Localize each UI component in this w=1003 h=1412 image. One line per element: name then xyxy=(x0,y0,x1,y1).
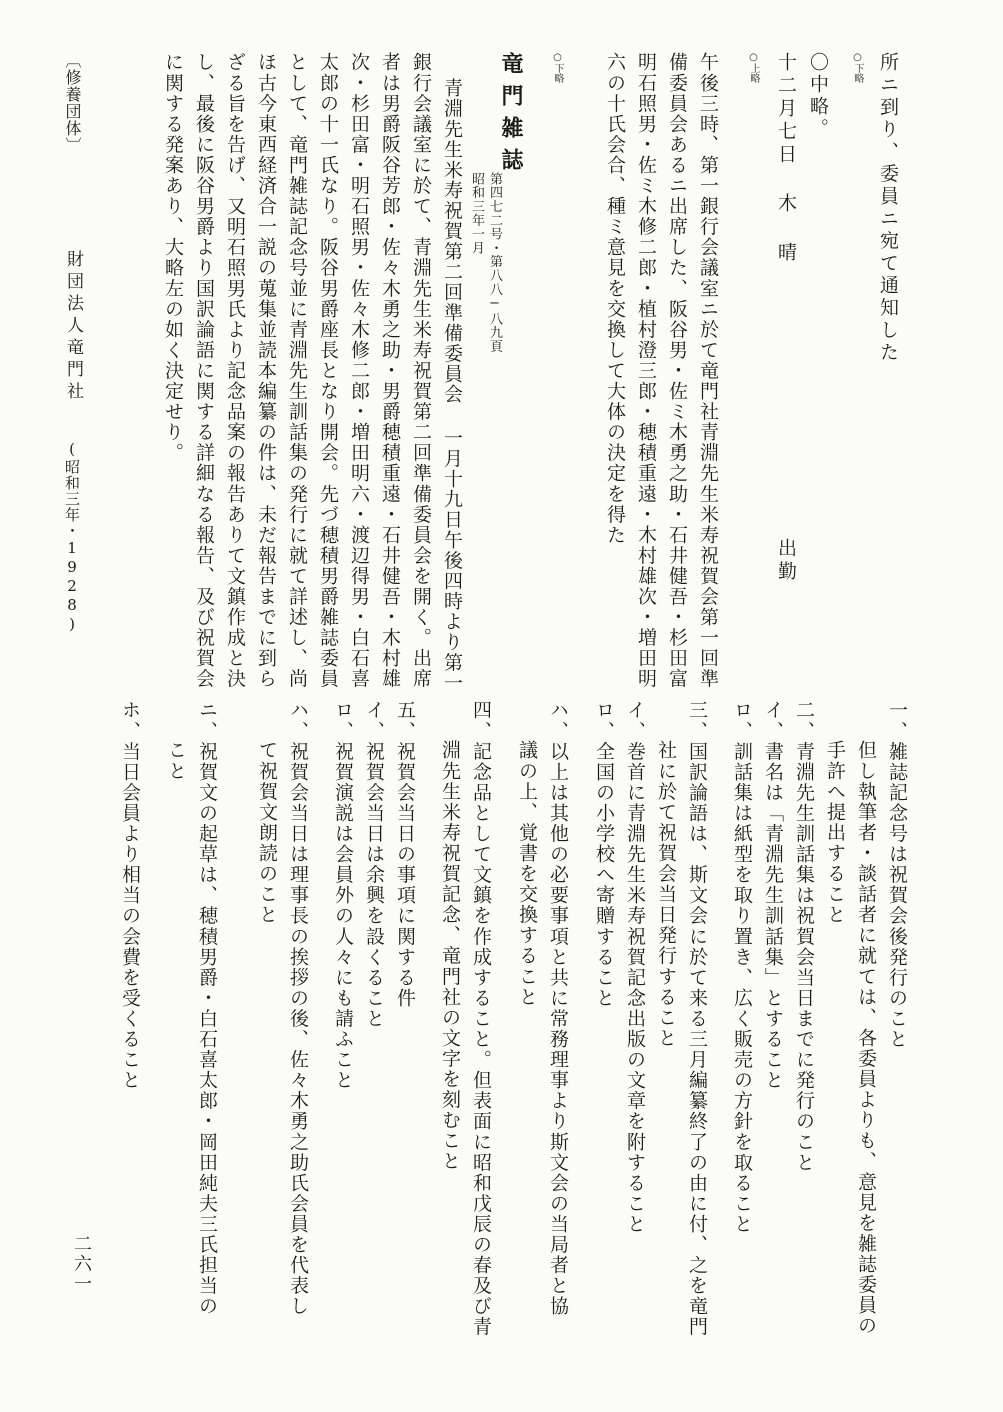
text-column: 青淵先生米寿祝賀第二回準備委員会 一月十九日午後四時より第一 xyxy=(441,78,463,693)
text-column: に関する発案あり、大略左の如く決定せり。 xyxy=(162,52,184,463)
list-item: 手許へ提出すること xyxy=(824,740,846,925)
text-column: 太郎の十一氏なり。阪谷男爵座長となり開会。先づ穂積男爵雑誌委員 xyxy=(317,52,339,690)
footer-organization: 財団法人竜門社 xyxy=(63,250,83,404)
text-column: 午後三時、第一銀行会議室ニ於て竜門社青淵先生米寿祝賀会第一回準 xyxy=(697,52,719,690)
text-column: 者は男爵阪谷芳郎・佐々木勇之助・男爵穂積重遠・石井健吾・木村雄 xyxy=(379,52,401,690)
list-item: こと xyxy=(165,740,187,782)
section-heading: 竜門雑誌 xyxy=(498,52,524,180)
text-column: し、最後に阪谷男爵より国訳論語に関する詳細なる報告、及び祝賀会 xyxy=(193,52,215,690)
omission-note: ○下略 xyxy=(852,52,863,83)
list-item: イ、書名は「青淵先生訓話集」とすること xyxy=(762,700,784,1091)
issue-reference: 第四七二号・第八八−八九頁 xyxy=(487,172,502,354)
text-column: 〇中略。 xyxy=(807,52,829,140)
list-item: 但し執筆者・談話者に就ては、各委員よりも、意見を雑誌委員の xyxy=(855,740,877,1336)
list-item: 三、国訳論語は、斯文会に於て来る三月編纂終了の由に付、之を竜門 xyxy=(686,700,708,1338)
date-line-duty: 出勤 xyxy=(775,538,797,584)
list-item: 五、祝賀会当日の事項に関する件 xyxy=(394,700,416,1009)
list-item: 淵先生米寿祝賀記念、竜門社の文字を刻むこと xyxy=(439,740,461,1172)
text-column: 銀行会議室に於て、青淵先生米寿祝賀第二回準備委員会を開く。出席 xyxy=(410,52,432,690)
list-item: ロ、祝賀演説は会員外の人々にも請ふこと xyxy=(332,700,354,1091)
omission-note: ○下略 xyxy=(552,52,563,83)
text-column: として、竜門雑誌記念号並に青淵先生訓話集の発行に就て詳述し、尚 xyxy=(286,52,308,690)
list-item: 社に於て祝賀会当日発行すること xyxy=(655,740,677,1049)
list-item: イ、巻首に青淵先生米寿祝賀記念出版の文章を附すること xyxy=(624,700,646,1235)
omission-note: ○上略 xyxy=(748,52,759,83)
text-column: 次・杉田富・明石照男・佐々木修二郎・増田明六・渡辺得男・白石喜 xyxy=(348,52,370,690)
list-item: 二、青淵先生訓話集は祝賀会当日までに発行のこと xyxy=(793,700,815,1173)
list-item: 議の上、覚書を交換すること xyxy=(516,740,538,1008)
list-item: ロ、全国の小学校へ寄贈すること xyxy=(593,700,615,1009)
list-item: ハ、以上は其他の必要事項と共に常務理事より斯文会の当局者と協 xyxy=(547,700,569,1317)
date-line: 十二月七日 木 晴 xyxy=(775,52,797,265)
list-item: ニ、祝賀文の起草は、穂積男爵・白石喜太郎・岡田純夫三氏担当の xyxy=(196,700,218,1317)
text-column: 所ニ到り、委員ニ宛て通知した xyxy=(877,52,899,365)
text-column: 備委員会あるニ出席した、阪谷男・佐ミ木勇之助・石井健吾・杉田富 xyxy=(666,52,688,690)
list-item: 一、雑誌記念号は祝賀会後発行のこと xyxy=(886,700,908,1050)
list-item: ハ、祝賀会当日は理事長の挨拶の後、佐々木勇之助氏会員を代表し xyxy=(287,700,309,1317)
issue-date: 昭和三年一月 xyxy=(469,172,484,255)
footer-year: (昭和三年・1928) xyxy=(63,440,81,634)
list-item: ホ、当日会員より相当の会費を受くること xyxy=(119,700,141,1091)
text-column: 六の十氏会合、種ミ意見を交換して大体の決定を得た xyxy=(604,52,626,546)
list-item: ロ、訓話集は紙型を取り置き、広く販売の方針を取ること xyxy=(731,700,753,1235)
text-column: 明石照男・佐ミ木修二郎・植村澄三郎・穂積重遠・木村雄次・増田明 xyxy=(635,52,657,690)
list-item: て祝賀文朗読のこと xyxy=(256,740,278,925)
list-item: 四、記念品として文鎮を作成すること。但表面に昭和戊辰の春及び青 xyxy=(470,700,492,1338)
text-column: ざる旨を告げ、又明石照男氏より記念品案の報告ありて文鎮作成と決 xyxy=(224,52,246,690)
list-item: イ、祝賀会当日は余興を設くること xyxy=(363,700,385,1029)
page-number: 二六一 xyxy=(71,1234,92,1294)
footer-category: 〔修養団体〕 xyxy=(63,52,82,154)
text-column: ほ古今東西経済合一説の蒐集並読本編纂の件は、未だ報告までに到ら xyxy=(255,52,277,690)
